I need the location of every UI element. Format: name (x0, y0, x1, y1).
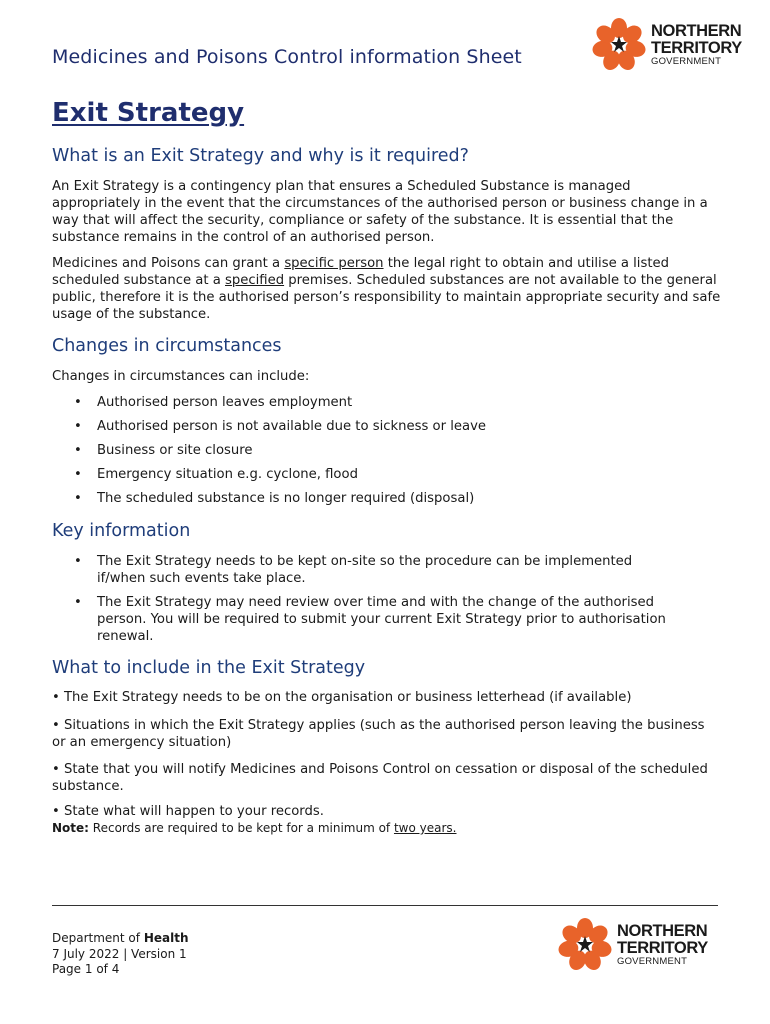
note-label: Note: (52, 821, 89, 835)
list-item: • The Exit Strategy needs to be kept on-site so the procedure can be implemented if/when such events take place. (52, 553, 722, 587)
paragraph-authorisation (52, 255, 722, 323)
paragraph-definition: An Exit Strategy is a contingency plan that ensures a Scheduled Substance is managed appropriately in the event that the circumstances of the authorised person or business change in a way that will affect the security, compliance or safety of the substance. It is essential that the substance remains in the control of an authorised person. (52, 179, 708, 245)
logo-line3: GOVERNMENT (651, 56, 722, 68)
list-item: • Authorised person is not available due to sickness or leave (52, 418, 722, 435)
include-item-4: • State what will happen to your records. (52, 804, 324, 819)
para2-text-c: premises. Scheduled substances are not available to the general public, therefore it is the authorised person’s responsibility to maintain appropriate security and safe usage of the substance. (52, 273, 721, 322)
changes-intro: Changes in circumstances can include: (52, 369, 310, 384)
nt-flower-logo-icon (590, 18, 648, 72)
specific-person-underlined: specific person (284, 256, 384, 271)
include-item-3: • State that you will notify Medicines and Poisons Control on cessation or disposal of the scheduled substance. (52, 762, 708, 794)
include-item-1: • The Exit Strategy needs to be on the organisation or business letterhead (if available) (52, 690, 632, 705)
footer-info (52, 931, 188, 978)
logo-line1: NORTHERN (651, 22, 742, 41)
nt-government-logo-footer (556, 918, 708, 972)
footer-page-number: Page 1 of 4 (52, 962, 120, 976)
two-years-underlined: two years. (393, 821, 457, 835)
logo-line1: NORTHERN (617, 922, 708, 941)
list-item: • Business or site closure (52, 442, 722, 459)
list-item: • The scheduled substance is no longer required (disposal) (52, 490, 722, 507)
section-heading-what-is: What is an Exit Strategy and why is it required? (52, 146, 469, 166)
section-heading-key-info: Key information (52, 521, 191, 541)
changes-list (52, 394, 722, 507)
specified-underlined: specified (225, 273, 285, 288)
list-item: • The Exit Strategy may need review over time and with the change of the authorised person. You will be required to submit your current Exit Strategy prior to authorisation renewal. (52, 594, 722, 645)
key-info-list (52, 553, 722, 645)
records-note (52, 820, 722, 837)
footer-dept-prefix: Department of (52, 931, 144, 945)
footer-date-version: 7 July 2022 | Version 1 (52, 946, 187, 961)
document-title: Exit Strategy (52, 98, 245, 128)
note-text: Records are required to be kept for a minimum of (88, 821, 394, 835)
footer-dept-name: Health (143, 931, 189, 945)
nt-government-logo (590, 18, 742, 72)
section-heading-what-to-include: What to include in the Exit Strategy (52, 658, 366, 678)
footer-divider (52, 905, 718, 906)
include-item-2: • Situations in which the Exit Strategy applies (such as the authorised person leaving the business or an emergency situation) (52, 718, 705, 750)
list-item: • Emergency situation e.g. cyclone, flood (52, 466, 722, 483)
footer-department (52, 931, 188, 947)
para2-text-b: the legal right to obtain and utilise a listed scheduled substance at a (52, 256, 669, 288)
logo-line2: TERRITORY (617, 938, 708, 957)
para2-text-a: Medicines and Poisons can grant a (52, 256, 285, 271)
nt-flower-logo-icon (556, 918, 614, 972)
section-heading-changes: Changes in circumstances (52, 336, 282, 356)
logo-line3: GOVERNMENT (617, 956, 688, 968)
logo-line2: TERRITORY (651, 38, 742, 57)
header-title: Medicines and Poisons Control information Sheet (52, 46, 522, 68)
list-item: • Authorised person leaves employment (52, 394, 722, 411)
